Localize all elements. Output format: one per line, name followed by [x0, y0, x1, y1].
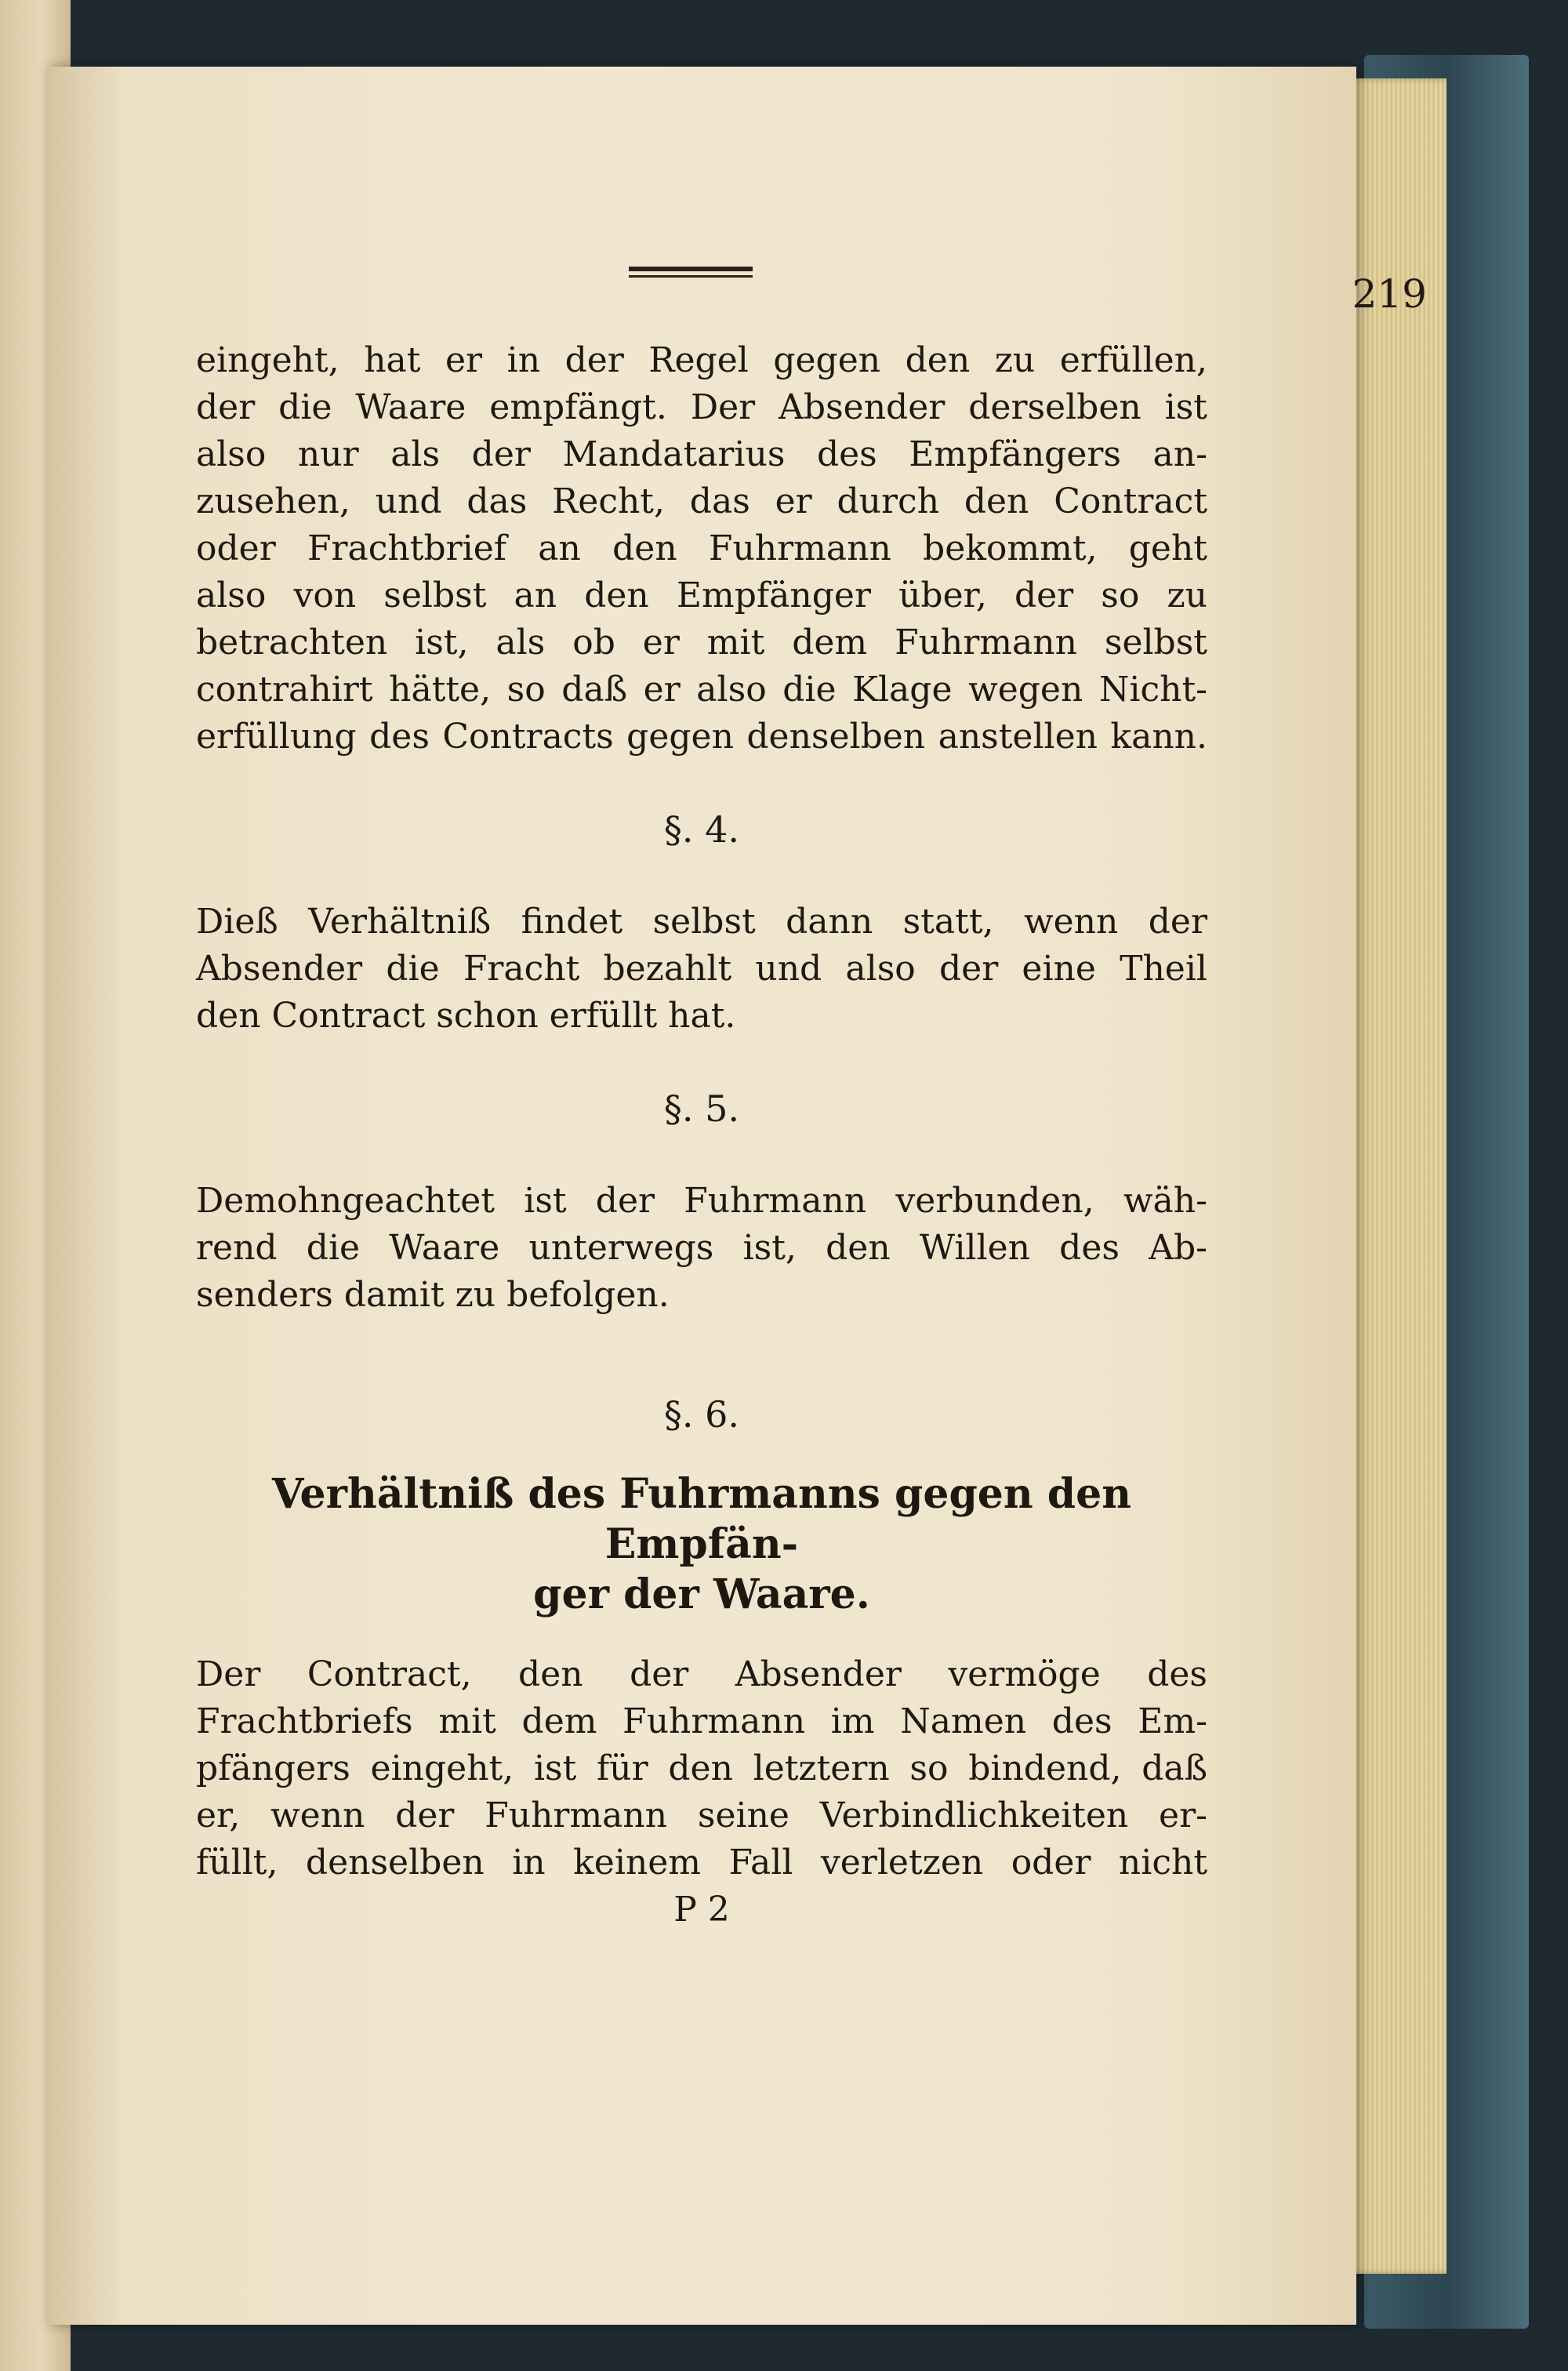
- section-4-heading: §. 4.: [663, 808, 740, 851]
- text-line: füllt, denselben in keinem Fall verletzen oder nicht: [196, 1843, 1207, 1883]
- text-line: also von selbst an den Empfänger über, der so zu: [196, 576, 1207, 615]
- text-line: senders damit zu befolgen.: [196, 1275, 670, 1315]
- paragraph-3: [196, 1178, 1207, 1319]
- text-line: rend die Waare unterwegs ist, den Willen des Ab-: [196, 1228, 1207, 1268]
- signature-mark: P 2: [673, 1890, 730, 1930]
- text-line: eingeht, hat er in der Regel gegen den zu erfüllen,: [196, 340, 1207, 380]
- text-line: betrachten ist, als ob er mit dem Fuhrmann selbst: [196, 623, 1207, 663]
- heading-line: ger der Waare.: [533, 1570, 870, 1618]
- section-5-heading: §. 5.: [663, 1087, 740, 1130]
- text-line: also nur als der Mandatarius des Empfängers an-: [196, 434, 1207, 474]
- header-rule: [629, 267, 753, 278]
- text-line: der die Waare empfängt. Der Absender derselben ist: [196, 387, 1207, 427]
- text-line: Dieß Verhältniß findet selbst dann statt, wenn der: [196, 902, 1207, 942]
- paragraph-4: [196, 1651, 1207, 1886]
- text-line: oder Frachtbrief an den Fuhrmann bekommt, geht: [196, 528, 1207, 568]
- text-line: er, wenn der Fuhrmann seine Verbindlichkeiten er-: [196, 1795, 1207, 1835]
- page-text: [196, 337, 1207, 1933]
- page-number: 219: [1352, 271, 1427, 317]
- text-line: Demohngeachtet ist der Fuhrmann verbunden, wäh-: [196, 1181, 1207, 1221]
- page-edges: [1345, 78, 1446, 2274]
- text-line: zusehen, und das Recht, das er durch den Contract: [196, 481, 1207, 521]
- text-line: Absender die Fracht bezahlt und also der eine Theil: [196, 949, 1207, 989]
- paragraph-1: [196, 337, 1207, 761]
- heading-line: Verhältniß des Fuhrmanns gegen den Empfän-: [271, 1470, 1132, 1568]
- text-line: Frachtbriefs mit dem Fuhrmann im Namen des Em-: [196, 1701, 1207, 1741]
- section-6-heading: §. 6.: [663, 1393, 740, 1436]
- text-line: den Contract schon erfüllt hat.: [196, 996, 736, 1036]
- text-line: Der Contract, den der Absender vermöge des: [196, 1654, 1207, 1694]
- text-line: pfängers eingeht, ist für den letztern so bindend, daß: [196, 1748, 1207, 1788]
- section-6-title: [196, 1469, 1207, 1620]
- paragraph-2: [196, 899, 1207, 1040]
- text-line: erfüllung des Contracts gegen denselben anstellen kann.: [196, 717, 1207, 757]
- text-line: contrahirt hätte, so daß er also die Klage wegen Nicht-: [196, 670, 1207, 710]
